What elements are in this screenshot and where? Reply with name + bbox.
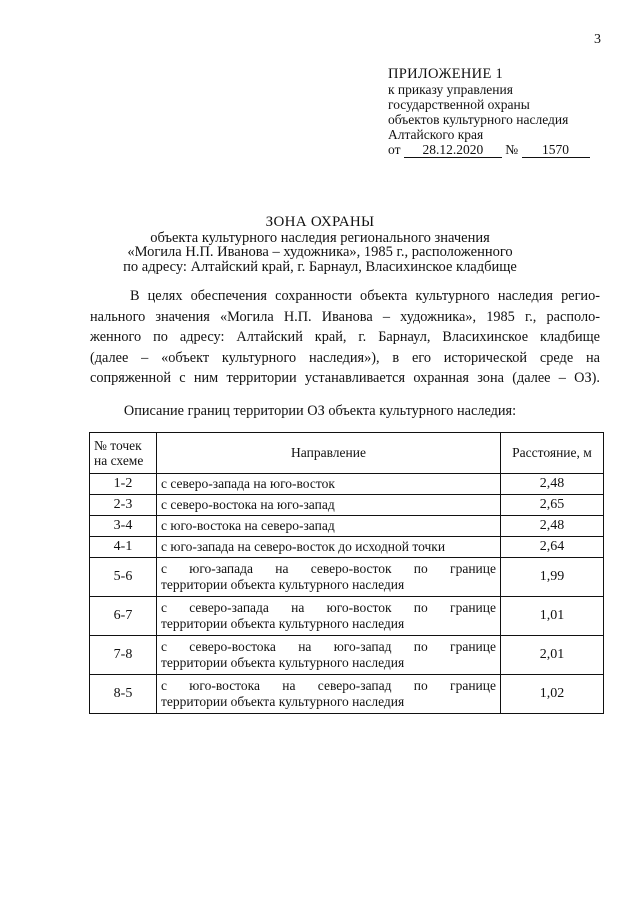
header-distance: Расстояние, м: [501, 433, 604, 474]
table-row: [90, 474, 604, 495]
document-heading: [0, 215, 640, 274]
table-header-row: [90, 433, 604, 474]
intro-paragraph: [90, 286, 600, 389]
row-points: 3-4: [90, 516, 157, 537]
row-points: 5-6: [90, 558, 157, 597]
row-distance: 2,48: [501, 516, 604, 537]
appendix-line: Алтайского края: [388, 127, 484, 142]
intro-line: нального значения «Могила Н.П. Иванова – художника», 1985 г., располо-: [90, 308, 600, 325]
row-points: 2-3: [90, 495, 157, 516]
page-number: 3: [594, 32, 601, 47]
table-row: [90, 537, 604, 558]
row-points: 1-2: [90, 474, 157, 495]
order-number-label: №: [505, 142, 519, 157]
appendix-line: объектов культурного наследия: [388, 112, 569, 127]
order-date: 28.12.2020: [404, 142, 502, 158]
table-row: [90, 597, 604, 636]
table-caption: Описание границ территории ОЗ объекта культурного наследия:: [123, 403, 517, 419]
appendix-block: [388, 67, 628, 158]
row-points: 6-7: [90, 597, 157, 636]
table-row: [90, 558, 604, 597]
intro-line: женного по адресу: Алтайский край, г. Барнаул, Власихинское кладбище: [90, 329, 600, 345]
row-distance: 1,01: [501, 597, 604, 636]
appendix-line: государственной охраны: [388, 97, 530, 112]
row-points: 7-8: [90, 636, 157, 675]
row-direction: с северо-запада на юго-восток: [157, 474, 501, 495]
heading-line: по адресу: Алтайский край, г. Барнаул, Власихинское кладбище: [123, 258, 517, 275]
row-direction: с юго-запада на северо-восток по границе территории объекта культурного наследия: [157, 558, 501, 597]
appendix-title: ПРИЛОЖЕНИЕ 1: [388, 66, 504, 82]
row-points: 4-1: [90, 537, 157, 558]
row-points: 8-5: [90, 675, 157, 714]
table-row: [90, 675, 604, 714]
intro-line: В целях обеспечения сохранности объекта культурного наследия регио-: [130, 288, 600, 304]
order-number: 1570: [522, 142, 590, 158]
heading-line: объекта культурного наследия регионального значения: [150, 229, 490, 246]
row-distance: 2,01: [501, 636, 604, 675]
header-direction: Направление: [157, 433, 501, 474]
boundaries-table: [89, 432, 604, 714]
heading-title: ЗОНА ОХРАНЫ: [265, 214, 375, 230]
row-direction: с северо-запада на юго-восток по границе территории объекта культурного наследия: [157, 597, 501, 636]
row-distance: 2,64: [501, 537, 604, 558]
row-distance: 1,99: [501, 558, 604, 597]
order-line: [388, 142, 628, 158]
row-distance: 2,65: [501, 495, 604, 516]
table-row: [90, 495, 604, 516]
order-prefix: от: [388, 142, 401, 157]
appendix-line: к приказу управления: [388, 82, 513, 97]
row-distance: 1,02: [501, 675, 604, 714]
heading-line: «Могила Н.П. Иванова – художника», 1985 г., расположенного: [127, 244, 513, 260]
intro-line: сопряженной с ним территории устанавливается охранная зона (далее – ОЗ).: [90, 370, 600, 386]
table-row: [90, 516, 604, 537]
header-points: № точек на схеме: [90, 433, 157, 474]
row-distance: 2,48: [501, 474, 604, 495]
row-direction: с северо-востока на юго-запад по границе территории объекта культурного наследия: [157, 636, 501, 675]
row-direction: с северо-востока на юго-запад: [157, 495, 501, 516]
intro-line: (далее – «объект культурного наследия»), в его исторической среде на: [90, 349, 600, 366]
row-direction: с юго-востока на северо-запад: [157, 516, 501, 537]
row-direction: с юго-запада на северо-восток до исходной точки: [157, 537, 501, 558]
table-row: [90, 636, 604, 675]
row-direction: с юго-востока на северо-запад по границе территории объекта культурного наследия: [157, 675, 501, 714]
